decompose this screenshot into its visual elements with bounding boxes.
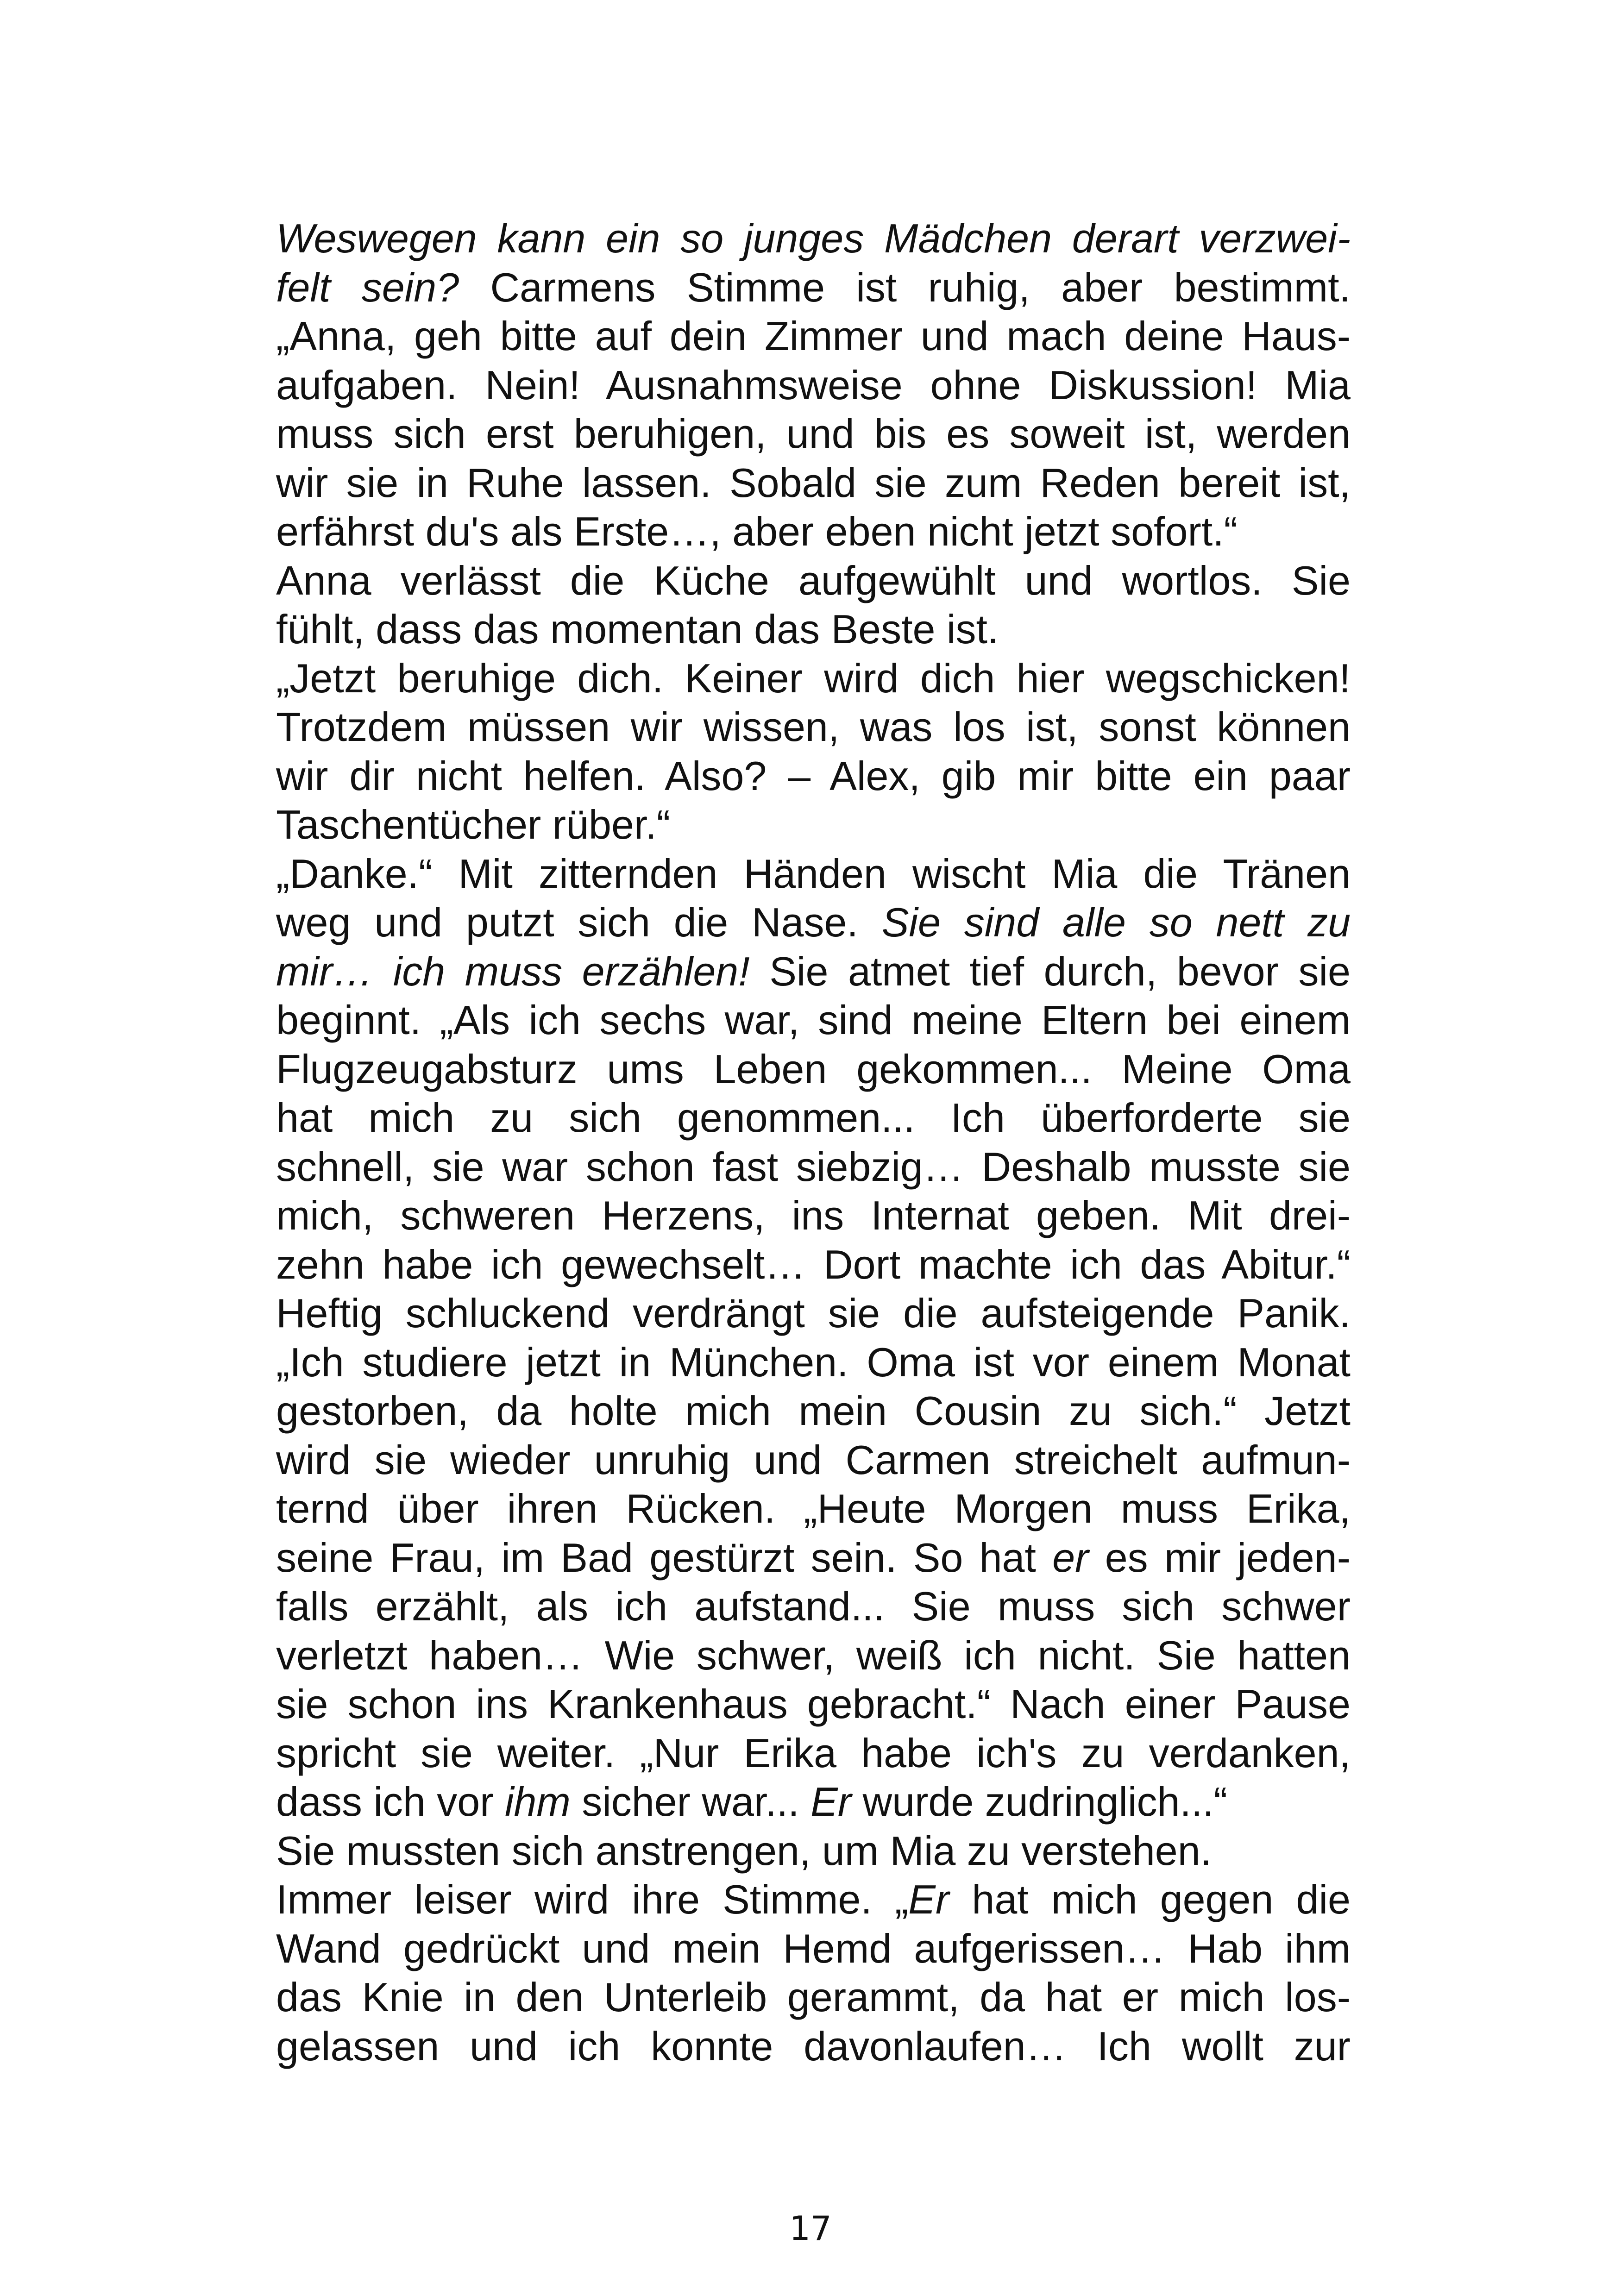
text-line <box>276 1973 1351 2022</box>
text-segment: Trotzdem müssen wir wissen, was los ist, sonst können <box>276 704 1351 750</box>
text-line <box>276 556 1351 605</box>
text-line <box>276 1240 1351 1289</box>
text-segment: verletzt haben… Wie schwer, weiß ich nicht. Sie hatten <box>276 1632 1351 1678</box>
text-segment: falls erzählt, als ich aufstand... Sie muss sich schwer <box>276 1583 1351 1629</box>
text-segment: spricht sie weiter. „Nur Erika habe ich's zu verdanken, <box>276 1730 1351 1776</box>
text-segment: Sie atmet tief durch, bevor sie <box>749 948 1351 994</box>
text-line <box>276 654 1351 703</box>
text-line <box>276 1631 1351 1680</box>
text-segment: dass ich vor <box>276 1779 505 1825</box>
text-segment: Wand gedrückt und mein Hemd aufgerissen… Hab ihm <box>276 1925 1351 1971</box>
text-line <box>276 1826 1351 1876</box>
text-line <box>276 947 1351 996</box>
text-line <box>276 1875 1351 1924</box>
text-line <box>276 849 1351 898</box>
text-line <box>276 1191 1351 1240</box>
text-segment: gestorben, da holte mich mein Cousin zu sich.“ Jetzt <box>276 1388 1351 1434</box>
text-line <box>276 1729 1351 1778</box>
text-line <box>276 409 1351 458</box>
text-segment: wir dir nicht helfen. Also? – Alex, gib mir bitte ein paar <box>276 753 1351 799</box>
text-line <box>276 1142 1351 1192</box>
text-segment: gelassen und ich konnte davonlaufen… Ich wollt zur <box>276 2023 1351 2069</box>
text-line <box>276 1436 1351 1485</box>
text-line <box>276 1045 1351 1094</box>
italic-text-segment: Weswegen kann ein so junges Mädchen derart verzwei- <box>276 215 1351 261</box>
italic-text-segment: Sie sind alle so nett zu <box>881 899 1351 945</box>
page-number: 17 <box>789 2209 832 2248</box>
text-line <box>276 1386 1351 1436</box>
italic-text-segment: felt sein? <box>276 264 459 310</box>
text-line <box>276 1289 1351 1338</box>
text-line <box>276 507 1351 556</box>
text-line <box>276 996 1351 1045</box>
text-segment: aufgaben. Nein! Ausnahmsweise ohne Diskussion! Mia <box>276 362 1351 408</box>
text-line <box>276 1582 1351 1631</box>
text-line <box>276 263 1351 312</box>
italic-text-segment: er <box>1052 1534 1089 1581</box>
text-line <box>276 1777 1351 1826</box>
text-segment: fühlt, dass das momentan das Beste ist. <box>276 606 999 652</box>
text-segment: mich, schweren Herzens, ins Internat geben. Mit drei- <box>276 1192 1351 1238</box>
text-line <box>276 898 1351 947</box>
text-segment: weg und putzt sich die Nase. <box>276 899 882 945</box>
text-segment: schnell, sie war schon fast siebzig… Deshalb musste sie <box>276 1143 1351 1190</box>
text-segment: Heftig schluckend verdrängt sie die aufsteigende Panik. <box>276 1290 1351 1336</box>
text-line <box>276 458 1351 508</box>
text-segment: Sie mussten sich anstrengen, um Mia zu verstehen. <box>276 1827 1212 1874</box>
text-segment: hat mich gegen die <box>949 1876 1351 1922</box>
text-line <box>276 1924 1351 1973</box>
text-line <box>276 800 1351 849</box>
text-line <box>276 1484 1351 1533</box>
text-segment: Carmens Stimme ist ruhig, aber bestimmt. <box>459 264 1351 310</box>
text-segment: Taschentücher rüber.“ <box>276 802 671 847</box>
text-segment: wurde zudringlich...“ <box>851 1779 1228 1825</box>
text-segment: ternd über ihren Rücken. „Heute Morgen muss Erika, <box>276 1486 1351 1531</box>
text-segment: erfährst du's als Erste…, aber eben nicht jetzt sofort.“ <box>276 508 1238 554</box>
text-line <box>276 1680 1351 1729</box>
body-text <box>276 214 1351 2070</box>
text-segment: Flugzeugabsturz ums Leben gekommen... Meine Oma <box>276 1046 1351 1092</box>
text-line <box>276 703 1351 752</box>
text-segment: „Danke.“ Mit zitternden Händen wischt Mia die Tränen <box>276 850 1351 897</box>
text-segment: muss sich erst beruhigen, und bis es soweit ist, werden <box>276 411 1351 457</box>
text-segment: „Ich studiere jetzt in München. Oma ist vor einem Monat <box>276 1339 1351 1385</box>
text-line <box>276 1533 1351 1582</box>
text-line <box>276 1093 1351 1142</box>
text-segment: sicher war... <box>570 1779 811 1825</box>
text-segment: wir sie in Ruhe lassen. Sobald sie zum Reden bereit ist, <box>276 459 1351 506</box>
text-segment: das Knie in den Unterleib gerammt, da hat er mich los- <box>276 1974 1351 2020</box>
text-segment: zehn habe ich gewechselt… Dort machte ich das Abitur.“ <box>276 1241 1351 1287</box>
text-segment: hat mich zu sich genommen... Ich überforderte sie <box>276 1095 1351 1141</box>
text-segment: seine Frau, im Bad gestürzt sein. So hat <box>276 1534 1053 1581</box>
text-segment: wird sie wieder unruhig und Carmen streichelt aufmun- <box>276 1437 1351 1483</box>
text-segment: Immer leiser wird ihre Stimme. „ <box>276 1876 909 1922</box>
text-line <box>276 312 1351 361</box>
text-segment: Anna verlässt die Küche aufgewühlt und wortlos. Sie <box>276 557 1351 603</box>
text-line <box>276 605 1351 654</box>
italic-text-segment: ihm <box>504 1779 571 1825</box>
text-segment: „Anna, geh bitte auf dein Zimmer und mach deine Haus- <box>276 313 1351 359</box>
text-segment: beginnt. „Als ich sechs war, sind meine Eltern bei einem <box>276 997 1351 1043</box>
text-line <box>276 1338 1351 1387</box>
text-line <box>276 361 1351 410</box>
italic-text-segment: Er <box>810 1779 852 1825</box>
text-segment: „Jetzt beruhige dich. Keiner wird dich hier wegschicken! <box>276 655 1351 701</box>
text-line <box>276 2022 1351 2071</box>
italic-text-segment: Er <box>908 1876 949 1922</box>
italic-text-segment: mir… ich muss erzählen! <box>276 948 750 994</box>
text-line <box>276 752 1351 801</box>
text-line <box>276 214 1351 263</box>
text-segment: sie schon ins Krankenhaus gebracht.“ Nach einer Pause <box>276 1681 1351 1727</box>
text-segment: es mir jeden- <box>1088 1534 1351 1581</box>
